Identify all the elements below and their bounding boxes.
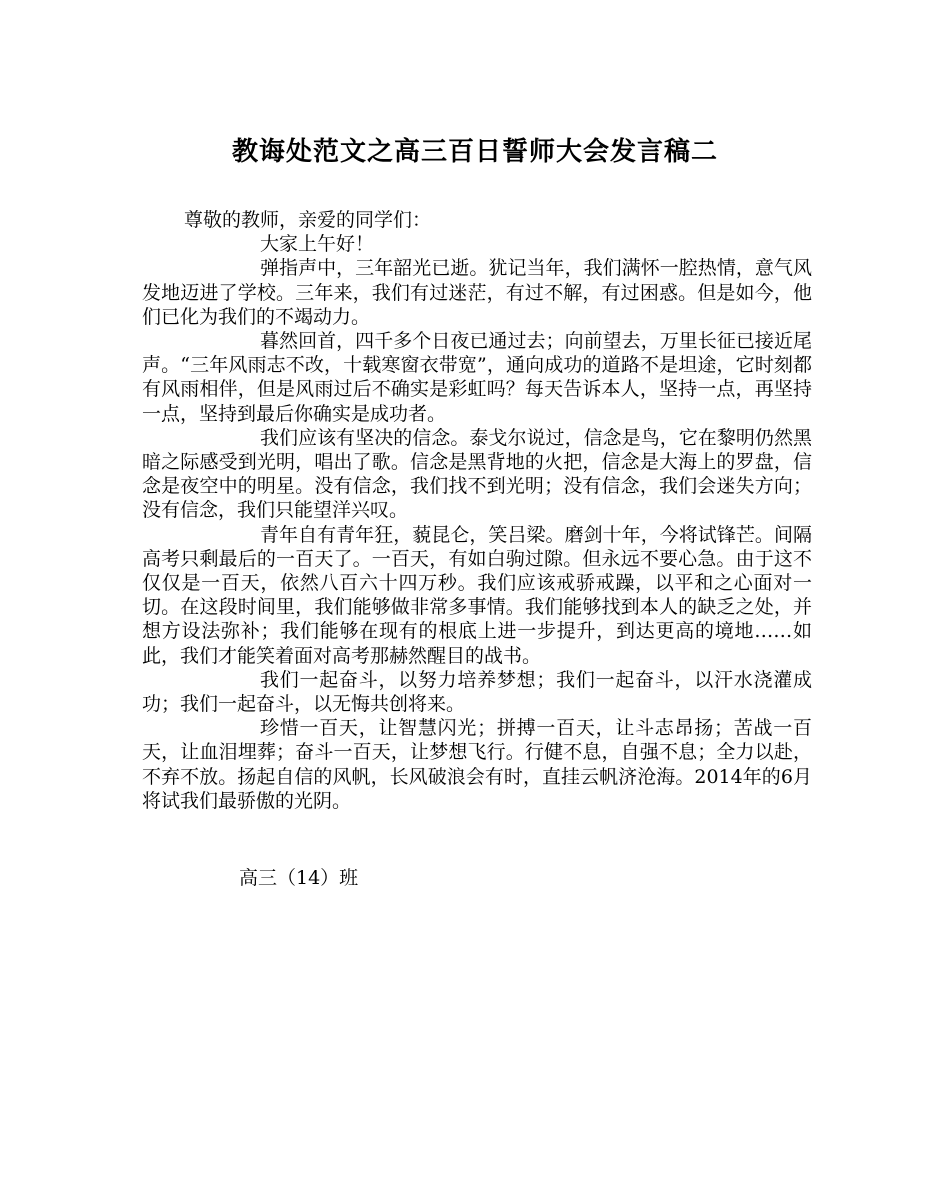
document-title: 教诲处范文之高三百日誓师大会发言稿二 [231,137,718,167]
paragraph-3: 我们应该有坚决的信念。泰戈尔说过，信念是鸟，它在黎明仍然黑暗之际感受到光明，唱出了歌。信念是黑背地的火把，信念是大海上的罗盘，信念是夜空中的明星。没有信念，我们找不到光明；没有信念，我们会迷失方向；没有信念，我们只能望洋兴叹。 [142,426,812,522]
paragraph-1: 弹指声中，三年韶光已逝。犹记当年，我们满怀一腔热情，意气风发地迈进了学校。三年来，我们有过迷茫，有过不解，有过困惑。但是如今，他们已化为我们的不竭动力。 [142,257,812,328]
paragraph-6: 珍惜一百天，让智慧闪光；拼搏一百天，让斗志昂扬；苦战一百天，让血泪埋葬；奋斗一百天，让梦想飞行。行健不息，自强不息；全力以赴，不弃不放。扬起自信的风帆，长风破浪会有时，直挂云帆济沧海。2014年的6月将试我们最骄傲的光阴。 [142,717,812,812]
paragraph-2: 暮然回首，四千多个日夜已通过去；向前望去，万里长征已接近尾声。“三年风雨志不改，十载寒窗衣带宽”，通向成功的道路不是坦途，它时刻都有风雨相伴，但是风雨过后不确实是彩虹吗？每天告诉本人，坚持一点，再坚持一点，坚持到最后你确实是成功者。 [142,330,812,425]
paragraph-4: 青年自有青年狂，藐昆仑，笑吕梁。磨剑十年，今将试锋芒。间隔高考只剩最后的一百天了。一百天，有如白驹过隙。但永远不要心急。由于这不仅仅是一百天，依然八百六十四万秒。我们应该戒骄戒躁，以平和之心面对一切。在这段时间里，我们能够做非常多事情。我们能够找到本人的缺乏之处，并想方设法弥补；我们能够在现有的根底上进一步提升，到达更高的境地……如此，我们才能笑着面对高考那赫然醒目的战书。 [142,523,812,667]
speech-body [142,208,812,813]
paragraph-5: 我们一起奋斗，以努力培养梦想；我们一起奋斗，以汗水浇灌成功；我们一起奋斗，以无悔共创将来。 [142,668,812,716]
signature: 高三（14）班 [239,867,359,889]
greeting: 大家上午好！ [260,233,375,256]
salutation: 尊敬的教师，亲爱的同学们： [184,209,432,231]
